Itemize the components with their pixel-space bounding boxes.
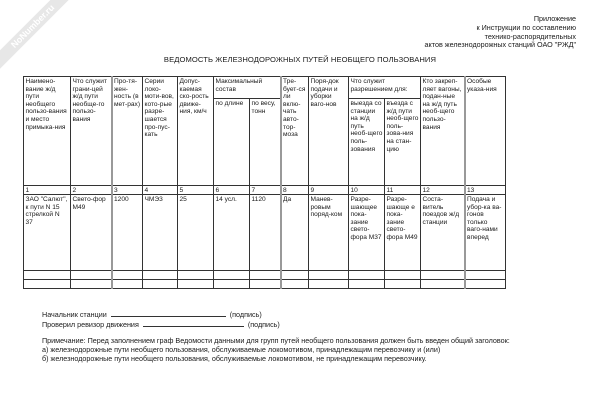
column-number: 10	[349, 186, 385, 195]
header-cell: Что служит грани-цей ж/д пути необще-го пользо-вания	[71, 77, 112, 186]
column-number-row	[24, 186, 506, 195]
header-group-cell: Что служит разрешением для:	[349, 77, 421, 99]
cell-autobrakes: Да	[281, 195, 309, 271]
railway-tracks-table	[23, 76, 506, 289]
header-group-cell: Максимальный состав	[214, 77, 281, 99]
note-line: б) железнодорожные пути необщего пользования, обслуживаемые локомотивом, не принадлежащим перевозчику.	[42, 353, 427, 363]
appendix-line: Приложение	[533, 14, 576, 23]
cell-boundary: Свето-фор М49	[71, 195, 112, 271]
column-number: 8	[281, 186, 309, 195]
note-line: Примечание: Перед заполнением граф Ведомости данными для групп путей необщего пользования должен быть введен общий заголовок:	[42, 336, 510, 345]
appendix-line: к Инструкции по составлению	[476, 22, 576, 32]
column-number: 1	[24, 186, 71, 195]
appendix-header	[425, 15, 576, 50]
signature-hint: (подпись)	[229, 310, 262, 319]
column-number: 6	[214, 186, 250, 195]
cell-max-length: 14 усл.	[214, 195, 250, 271]
cell-entry-permission: Разре-шающе е пока-зание свето-фора М49	[385, 195, 421, 271]
table-row	[24, 195, 506, 271]
signature-line	[111, 310, 226, 317]
document-title: ВЕДОМОСТЬ ЖЕЛЕЗНОДОРОЖНЫХ ПУТЕЙ НЕОБЩЕГО ПОЛЬЗОВАНИЯ	[163, 55, 437, 64]
header-row	[24, 77, 506, 99]
cell-track-name: ЗАО "Салют", к пути N 15 стрелкой N 37	[24, 195, 71, 271]
cell-max-weight: 1120	[250, 195, 281, 271]
signature-block	[42, 310, 280, 329]
header-cell: по весу, тонн	[250, 99, 281, 186]
table-row-empty	[24, 280, 506, 289]
header-cell: Поря-док подачи и уборки ваго-нов	[309, 77, 349, 186]
column-number: 12	[421, 186, 465, 195]
note-block	[42, 337, 592, 363]
table-row-empty	[24, 271, 506, 280]
column-number: 5	[178, 186, 214, 195]
cell-exit-permission: Разре-шающее пока-зание свето-фора М37	[349, 195, 385, 271]
column-number: 2	[71, 186, 112, 195]
signature-hint: (подпись)	[247, 319, 280, 329]
header-cell: Особые указа-ния	[465, 77, 506, 186]
cell-length: 1200	[112, 195, 143, 271]
watermark-ribbon: NoNumber.ru	[0, 0, 76, 70]
cell-securing: Соста-витель поездов ж/д станции	[421, 195, 465, 271]
header-cell: Про-тя-жен-ность (в мет-рах)	[112, 77, 143, 186]
signature-label: Проверил ревизор движения	[42, 319, 139, 329]
cell-speed: 25	[178, 195, 214, 271]
column-number: 9	[309, 186, 349, 195]
signature-line	[143, 320, 244, 327]
column-number: 4	[143, 186, 178, 195]
column-number: 3	[112, 186, 143, 195]
column-number: 11	[385, 186, 421, 195]
appendix-line: технико-распорядительных	[484, 31, 576, 41]
column-number: 7	[250, 186, 281, 195]
cell-special-notes: Подача и убор-ка ва-гонов только ваго-нами вперед	[465, 195, 506, 271]
signature-station-head	[42, 310, 280, 320]
header-cell: Тре-бует-ся ли вклю-чать авто-тор-моза	[281, 77, 309, 186]
header-cell: Кто закреп-ляет вагоны, подан-ные на ж/д путь необ-щего пользо-вания	[421, 77, 465, 186]
column-number: 13	[465, 186, 506, 195]
header-cell: Допус-каемая ско-рость движе-ния, км/ч	[178, 77, 214, 186]
header-cell: по длине	[214, 99, 250, 186]
signature-inspector	[42, 320, 280, 330]
header-cell: Серии локо-моти-вов, кото-рые разре-шается про-пус-кать	[143, 77, 178, 186]
header-cell: въезда с ж/д пути необ-щего поль-зова-ния на стан-цию	[385, 99, 421, 186]
cell-locomotive-series: ЧМЭ3	[143, 195, 178, 271]
note-line: а) железнодорожные пути необщего пользования, обслуживаемые локомотивом, принадлежащим перевозчику и (или)	[42, 344, 441, 354]
signature-label: Начальник станции	[42, 310, 107, 319]
header-cell: выезда со станции на ж/д путь необ-щего поль-зования	[349, 99, 385, 186]
header-cell: Наимено-вание ж/д пути необщего пользо-вания и место примыка-ния	[24, 77, 71, 186]
appendix-line: актов железнодорожных станций ОАО "РЖД"	[424, 40, 576, 50]
cell-supply-order: Манев-ровым поряд-ком	[309, 195, 349, 271]
